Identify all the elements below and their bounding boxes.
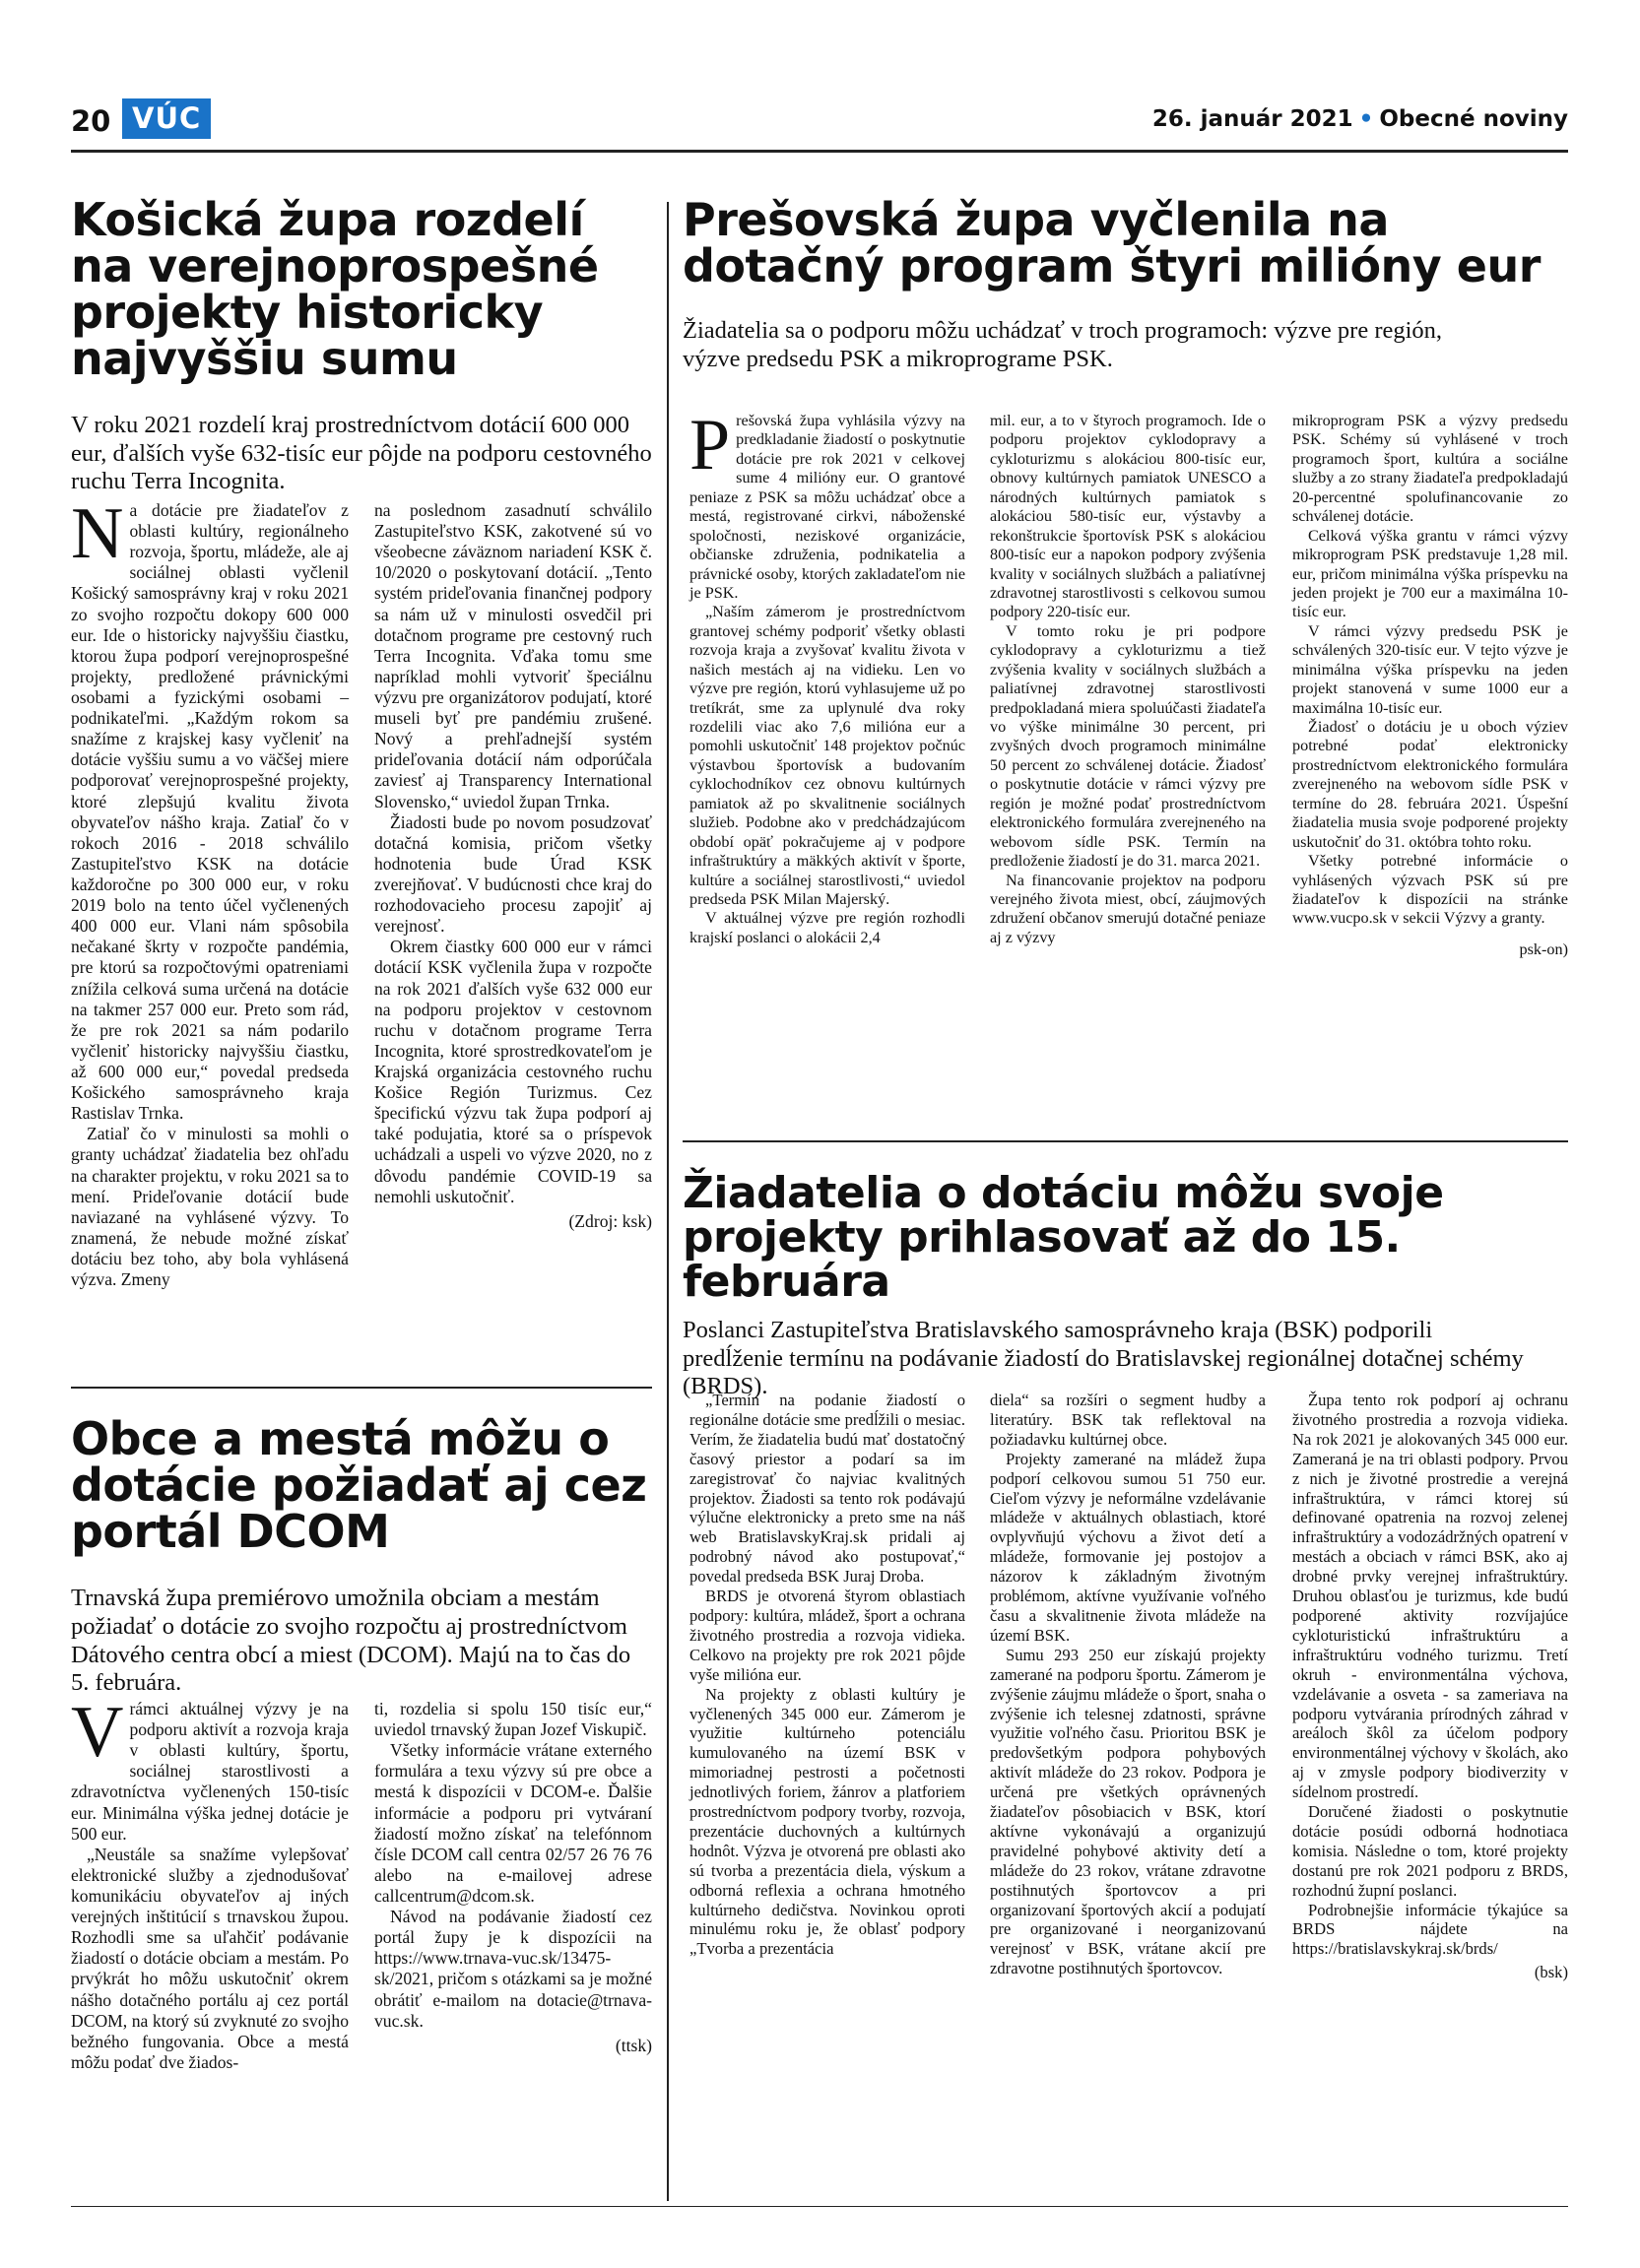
article-credit: (ttsk) bbox=[615, 2035, 652, 2055]
paragraph: Návod na podávanie žiadostí cez portál župy je k dispozícii na https://www.trnava-vuc.sk/13475-sk/2021, pričom s otázkami sa je možné obrátiť e-mailom na dotacie@trnava-vuc.sk. bbox=[374, 1907, 652, 2031]
paragraph: rešovská župa vyhlásila výzvy na predkladanie žiadostí o poskytnutie dotácie pre rok 2021 v celkovej sume 4 milióny eur. O grantové peniaze z PSK sa môžu uchádzať obce a mestá, registrované cirkvi, náboženské spoločnosti, neziskové organizácie, občianske združenia, podnikatelia a právnické osoby, ktorých zakladateľom nie je PSK. bbox=[689, 412, 965, 602]
paragraph: diela“ sa rozšíri o segment hudby a literatúry. BSK tak reflektoval na požiadavku kultúrnej obce. bbox=[990, 1391, 1266, 1449]
article-headline: Žiadatelia o dotáciu môžu svoje projekty prihlasovať až do 15. februára bbox=[683, 1168, 1444, 1307]
article-presov bbox=[683, 193, 1568, 374]
paragraph: Župa tento rok podporí aj ochranu životného prostredia a rozvoja vidieka. Na rok 2021 je alokovaných 345 000 eur. Zameraná je na tri oblasti podpory. Prvou z nich je životné prostredie a verejná infraštruktúra, v rámci ktorej sú definované opatrenia na rozvoj zelenej infraštruktúry a vodozádržných opatrení v mestách a obciach v rámci BSK, ako aj drobné prvky verejnej infraštruktúry. Druhou oblasťou je turizmus, kde budú podporené aktivity rozvíjajúce cykloturistickú infraštruktúru a infraštruktúru vodného turizmu. Tretí okruh - environmentálna výchova, vzdelávanie a osveta - sa zameriava na podporu vytvárania prírodných záhrad v areáloch škôl za účelom podpory environmentálnej výchovy v školách, ako aj v zmysle podpory biodiverzity v sídelnom prostredí. bbox=[1292, 1391, 1568, 1802]
body-column bbox=[71, 493, 349, 1290]
paragraph: V rámci výzvy predsedu PSK je schválených 320-tisíc eur. V tejto výzve je minimálna výška príspevku na jeden projekt stanovená v sume 1000 eur a maximálna 10-tisíc eur. bbox=[1292, 621, 1568, 717]
article-headline: Košická župa rozdelí na verejnoprospešné projekty historicky najvyššiu sumu bbox=[71, 193, 599, 385]
article-headline: Obce a mestá môžu o dotácie požiadať aj cez portál DCOM bbox=[71, 1412, 647, 1558]
issue-info bbox=[1152, 106, 1568, 132]
header-rule bbox=[71, 150, 1568, 153]
body-column bbox=[71, 1692, 349, 2073]
article-lead: Poslanci Zastupiteľstva Bratislavského samosprávneho kraja (BSK) podporili predĺženie termínu na podávanie žiadostí do Bratislavskej regionálnej dotačnej schémy (BRDS). bbox=[683, 1316, 1524, 1400]
body-column bbox=[990, 1391, 1266, 1978]
paragraph: na poslednom zasadnutí schválilo Zastupiteľstvo KSK, zakotvené sú vo všeobecne záväznom nariadení KSK č. 10/2020 o poskytovaní dotácií. „Tento systém prideľovania finančnej podpory sa nám už v minulosti osvedčil pri dotačnom programe pre cestovný ruch Terra Incognita. Vďaka tomu sme napríklad mohli vytvoriť špeciálnu výzvu pre organizátorov podujatí, ktoré museli byť pre pandémiu zrušené. Nový a prehľadnejší systém prideľovania dotácií nám odporúčala zaviesť aj Transparency International Slovensko,“ uviedol župan Trnka. bbox=[374, 500, 652, 811]
publication-name: Obecné noviny bbox=[1379, 106, 1568, 132]
article-body bbox=[71, 1692, 652, 2201]
paragraph: a dotácie pre žiadateľov z oblasti kultúry, regionálneho rozvoja, športu, mládeže, ale aj sociálnej oblasti vyčlenil Košický samosprávny kraj v roku 2021 zo svojho rozpočtu dokopy 600 000 eur. Ide o historicky najvyššiu čiastku, ktorou župa podporí verejnoprospešné projekty, predložené právnickými osobami a fyzickými osobami – podnikateľmi. „Každým rokom sa snažíme z krajskej kasy vyčleniť na dotácie vyššiu sumu a vo väčšej miere podporovať verejnoprospešné projekty, ktoré zlepšujú kvalitu života obyvateľov nášho kraja. Zatiaľ čo v rokoch 2016 - 2018 schválilo Zastupiteľstvo KSK na dotácie každoročne po 300 000 eur, v roku 2019 bolo na tento účel vyčlenených 400 000 eur. Vlani nám spôsobila nečakané škrty v rozpočte pandémia, pre ktorú sa rozpočtovými opatreniami znížila celková suma určená na dotácie na takmer 257 000 eur. Preto som rád, že pre rok 2021 sa nám podarilo vyčleniť historicky najvyššiu čiastku, až 600 000 eur,“ povedal predseda Košického samosprávneho kraja Rastislav Trnka. bbox=[71, 500, 349, 1124]
paragraph: Sumu 293 250 eur získajú projekty zamerané na podporu športu. Zámerom je zvýšenie záujmu mládeže o šport, snaha o zvýšenie ich telesnej zdatnosti, správne využitie voľného času. Prioritou BSK je predovšetkým podpora pohybových aktivít mládeže do 23 rokov. Podpora je určená pre všetkých oprávnených žiadateľov pôsobiacich v BSK, ktorí aktívne vykonávajú a organizujú pravidelné pohybové aktivity detí a mládeže do 23 rokov, vrátane zdravotne postihnutých športovcov a pri organizovaní športových akcií a podujatí pre organizované i neorganizovanú verejnosť v BSK, vrátane akcií pre zdravotne postihnutých športovcov. bbox=[990, 1645, 1266, 1978]
body-column bbox=[689, 1391, 965, 1959]
article-body bbox=[689, 405, 1568, 1131]
article-headline: Prešovská župa vyčlenila na dotačný program štyri milióny eur bbox=[683, 193, 1541, 292]
dropcap: P bbox=[689, 405, 731, 486]
paragraph: „Termín na podanie žiadostí o regionálne dotácie sme predĺžili o mesiac. Verím, že žiadatelia budú mať dostatočný časový priestor a podarí sa im zaregistrovať čo najviac kvalitných projektov. Žiadosti sa tento rok podávajú výlučne elektronicky a preto sme na náš web BratislavskyKraj.sk pridali aj podrobný návod ako postupovať,“ povedal predseda BSK Juraj Droba. bbox=[689, 1391, 965, 1587]
paragraph: Všetky informácie vrátane externého formulára a texu výzvy sú pre obce a mestá k dispozícii v DCOM-e. Ďalšie informácie a podporu pri vytváraní žiadostí možno získať na telefónnom čísle DCOM call centra 02/57 26 76 76 alebo na e-mailovej adrese callcentrum@dcom.sk. bbox=[374, 1740, 652, 1906]
paragraph: „Naším zámerom je prostredníctvom grantovej schémy podporiť všetky oblasti rozvoja kraja a zvyšovať kvalitu života v našich mestách aj na vidieku. Len vo výzve pre región, ktorú vyhlasujeme už po tretíkrát, sme za uplynulé dva roky rozdelili viac ako 7,6 milióna eur a pomohli uskutočniť 148 projektov počnúc výstavbou športovísk a budovaním cyklochodníkov cez obnovu kultúrnych pamiatok až po skvalitnenie sociálnych služieb. Podobne ako v predchádzajúcom období opäť pokračujeme aj v podpore infraštruktúry a mäkkých aktivít v športe, kultúre a sociálnej starostlivosti,“ uviedol predseda PSK Milan Majerský. bbox=[689, 603, 965, 908]
article-body bbox=[71, 493, 652, 1372]
dropcap: V bbox=[71, 1692, 124, 1773]
paragraph: Doručené žiadosti o poskytnutie dotácie posúdi odborná hodnotiaca komisia. Následne o tom, ktoré projekty dostanú pre rok 2021 podporu z BRDS, rozhodnú župní poslanci. bbox=[1292, 1802, 1568, 1900]
paragraph: Na projekty z oblasti kultúry je vyčlenených 345 000 eur. Zámerom je využitie kultúrneho potenciálu kumulovaného na území BSK v mimoriadnej pestrosti a početnosti jednotlivých foriem, žánrov a platforiem prostredníctvom podpory tvorby, rozvoja, prezentácie duchovných a kultúrnych hodnôt. Výzva je otvorená pre oblasti ako sú tvorba a prezentácia diela, výskum a odborná reflexia a ochrana hmotného kultúrneho dedičstva. Novinkou oproti minulému roku je, že oblasť podpory „Tvorba a prezentácia bbox=[689, 1684, 965, 1959]
article-credit: (bsk) bbox=[1534, 1963, 1568, 1982]
footer-rule bbox=[71, 2206, 1568, 2207]
separator-dot-icon: • bbox=[1358, 106, 1374, 132]
body-column bbox=[1292, 1391, 1568, 1982]
paragraph: V tomto roku je pri podpore cyklodopravy a cykloturizmu a tiež zvýšenia kvality v sociálnych službách a paliatívnej zdravotnej starostlivosti predpokladaná miera spoluúčasti žiadateľa vo výške minimálne 30 percent, pri zvyšných dvoch programoch minimálne 50 percent zo schválenej dotácie. Žiadosť o poskytnutie dotácie v rámci výzvy pre región je možné podať prostredníctvom elektronického formulára zverejneného na webovom sídle PSK. Termín na predloženie žiadostí je do 31. marca 2021. bbox=[990, 621, 1266, 871]
paragraph: Žiadosti bude po novom posudzovať dotačná komisia, pričom všetky hodnotenia bude Úrad KSK zverejňovať. V budúcnosti chce kraj do rozhodovacieho procesu zapojiť aj verejnosť. bbox=[374, 811, 652, 937]
body-column bbox=[374, 1699, 652, 2056]
article-kosice bbox=[71, 193, 652, 496]
paragraph: BRDS je otvorená štyrom oblastiach podpory: kultúra, mládež, šport a ochrana životného prostredia a rozvoja vidieka. Celkovo na projekty pre rok 2021 pôjde vyše milióna eur. bbox=[689, 1587, 965, 1684]
page-header bbox=[71, 98, 1568, 148]
body-column bbox=[990, 412, 1266, 947]
page-number: 20 bbox=[71, 104, 111, 138]
issue-date: 26. január 2021 bbox=[1151, 106, 1353, 132]
article-credit: psk-on) bbox=[1519, 940, 1568, 958]
column-divider bbox=[667, 202, 669, 2201]
article-body bbox=[689, 1391, 1568, 2208]
paragraph: V aktuálnej výzve pre región rozhodli krajskí poslanci o alokácii 2,4 bbox=[689, 909, 965, 946]
paragraph: „Neustále sa snažíme vylepšovať elektronické služby a zjednodušovať komunikáciu obyvateľov aj iných verejných inštitúcií s trnavskou župou. Rozhodli sme sa uľahčiť podávanie žiadostí o dotácie obciam a mestám. Po prvýkrát ho môžu uskutočniť okrem nášho dotačného portálu aj cez portál DCOM, na ktorý sú zvyknuté zo svojho bežného fungovania. Obce a mestá môžu podať dve žiados- bbox=[71, 1844, 349, 2072]
body-column bbox=[1292, 412, 1568, 959]
paragraph: Zatiaľ čo v minulosti sa mohli o granty uchádzať žiadatelia bez ohľadu na charakter projektu, v roku 2021 sa to mení. Prideľovanie dotácií bude naviazané na vyhlásené výzvy. To znamená, že nebude možné získať dotáciu bez toho, aby bola vyhlásená výzva. Zmeny bbox=[71, 1124, 349, 1290]
paragraph: Podrobnejšie informácie týkajúce sa BRDS nájdete na https://bratislavskykraj.sk/brds/ bbox=[1292, 1900, 1568, 1959]
paragraph: ti, rozdelia si spolu 150 tisíc eur,“ uviedol trnavský župan Jozef Viskupič. bbox=[374, 1699, 652, 1740]
paragraph: Na financovanie projektov na podporu verejného života miest, obcí, záujmových združení občanov smerujú dotačné peniaze aj z výzvy bbox=[990, 871, 1266, 946]
paragraph: Všetky potrebné informácie o vyhlásených výzvach PSK sú pre žiadateľov k dispozícii na stránke www.vucpo.sk v sekcii Výzvy a granty. bbox=[1292, 852, 1568, 928]
body-column bbox=[374, 500, 652, 1232]
article-separator bbox=[71, 1387, 652, 1389]
article-lead: V roku 2021 rozdelí kraj prostredníctvom dotácií 600 000 eur, ďalších vyše 632-tisíc eur pôjde na podporu cestovného ruchu Terra Incognita. bbox=[71, 411, 652, 495]
paragraph: Projekty zamerané na mládež župa podporí celkovou sumou 51 750 eur. Cieľom výzvy je neformálne vzdelávanie mládeže v aktuálnych oblastiach, ktoré ovplyvňujú výchovu a život detí a mládeže, formovanie jej postojov a názorov k základným životným problémom, aktívne využívanie voľného času a skvalitnenie života mládeže na území BSK. bbox=[990, 1449, 1266, 1645]
dropcap: N bbox=[71, 493, 124, 574]
paragraph: mikroprogram PSK a výzvy predsedu PSK. Schémy sú vyhlásené v troch programoch šport, kultúra a sociálne služby a zo strany žiadateľa predpokladajú 20-percentné spolufinancovanie zo schválenej dotácie. bbox=[1292, 412, 1568, 526]
paragraph: Okrem čiastky 600 000 eur v rámci dotácií KSK vyčlenila župa v rozpočte na rok 2021 ďalších vyše 632 000 eur na podporu projektov v cestovnom ruchu v dotačnom programe Terra Incognita, ktoré sprostredkovateľom je Krajská organizácia cestovného ruchu Košice Región Turizmus. Cez špecifickú výzvu tak župa podporí aj také podujatia, ktoré sa o príspevok uchádzali a uspeli vo výzve 2020, no z dôvodu pandémie COVID-19 sa nemohli uskutočniť. bbox=[374, 937, 652, 1206]
paragraph: Žiadosť o dotáciu je u oboch výziev potrebné podať elektronicky prostredníctvom elektronického formulára zverejneného na webovom sídle PSK v termíne do 28. februára 2021. Úspešní žiadatelia musia svoje podporené projekty uskutočniť do 31. októbra tohto roku. bbox=[1292, 718, 1568, 851]
section-badge: VÚC bbox=[122, 98, 211, 139]
paragraph: Celková výška grantu v rámci výzvy mikroprogram PSK predstavuje 1,28 mil. eur, pričom minimálna výška príspevku na jeden projekt je 700 eur a maximálna 10-tisíc eur. bbox=[1292, 526, 1568, 621]
article-separator bbox=[683, 1140, 1568, 1142]
article-trnava bbox=[71, 1412, 652, 1698]
paragraph: mil. eur, a to v štyroch programoch. Ide o podporu projektov cyklodopravy a cykloturizmu s alokáciou 800-tisíc eur, obnovy kultúrnych pamiatok UNESCO a národných kultúrnych pamiatok s alokáciou 580-tisíc eur, výstavby a rekonštrukcie športovísk PSK s alokáciou 800-tisíc eur a napokon podpory zvýšenia kvality v sociálnych službách a paliatívnej zdravotnej starostlivosti s celkovou sumou podpory 220-tisíc eur. bbox=[990, 412, 1266, 621]
article-credit: (Zdroj: ksk) bbox=[568, 1210, 652, 1231]
paragraph: rámci aktuálnej výzvy je na podporu aktivít a rozvoja kraja v oblasti kultúry, športu, sociálnej starostlivosti a zdravotníctva vyčlenených 150-tisíc eur. Minimálna výška jednej dotácie je 500 eur. bbox=[71, 1699, 349, 1844]
article-lead: Trnavská župa premiérovo umožnila obciam a mestám požiadať o dotácie zo svojho rozpočtu aj prostredníctvom Dátového centra obcí a miest (DCOM). Majú na to čas do 5. februára. bbox=[71, 1584, 631, 1697]
article-lead: Žiadatelia sa o podporu môžu uchádzať v troch programoch: výzve pre región, výzve predsedu PSK a mikroprograme PSK. bbox=[683, 316, 1443, 372]
article-bratislava bbox=[683, 1168, 1568, 1401]
body-column bbox=[689, 405, 965, 947]
